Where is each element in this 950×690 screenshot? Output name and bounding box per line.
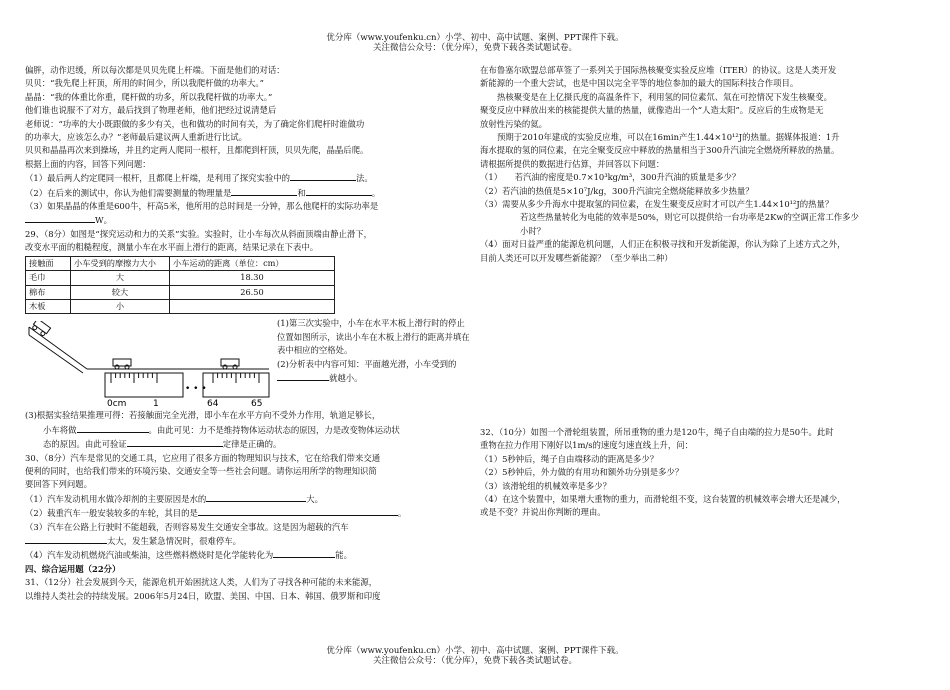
text-line: 他们谁也说服不了对方，最后找到了物理老师，他们把经过说清楚后 [25,105,277,116]
ruler-label-1: 1 [153,399,159,408]
question-32-4: （4）在这个装置中，如果增大重物的重力，而滑轮组不变，这台装置的机械效率会增大还是减少， [480,494,846,505]
ruler-left [105,373,183,397]
ruler-ellipsis: • • • [185,384,207,395]
answer-blank[interactable] [290,171,356,181]
question-29-1: (1)第三次实验中，小车在水平木板上滑行时的停止位置如图所示，读出小车在木板上滑行的距离并填在表中相应的空格处。 [277,318,470,356]
text-line: 在布鲁塞尔欧盟总部草签了一系列关于国际热核聚变实验反应堆（ITER）的协议。这是人类开发 [480,65,837,75]
table-cell: 较大 [71,285,170,299]
question-31-4-cont: 目前人类还可以开发哪些新能源？（至少举出二种） [480,252,673,263]
text-line: 请根据所提供的数据进行估算，并回答以下问题： [480,158,665,169]
text-line: 贝贝：“我先爬上杆顶，所用的时间少，所以我爬杆做的功率大。” [25,78,264,89]
answer-blank[interactable] [231,186,297,196]
text-line: 预期于2010年建成的实验反应堆，可以在16min产生1.44×10¹²J的热量。据媒体报道：1升 [497,132,840,143]
answer-blank[interactable] [127,437,223,447]
text-line: 偏胖，动作迟缓，所以每次都是贝贝先爬上杆端。下面是他们的对话： [25,65,285,75]
experiment-figure-block [25,317,470,409]
figure-questions [277,317,472,385]
question-31-3: （3）需要从多少升海水中提取氢的同位素，在发生聚变反应时才可以产生1.44×10¹²J的热量？ [480,199,834,210]
cart-icon [113,359,131,369]
header-line-2: 关注微信公众号：（优分库），免费下载各类试题试卷。 [372,43,577,53]
incline-ruler-figure [25,321,273,407]
question-32-2: （2）5秒钟后，外力做的有用功和额外功分别是多少？ [480,467,684,478]
table-cell: 棉布 [26,285,71,299]
question-29-title: 29、（8分）如图是“探究运动和力的关系”实验。实验时，让小车每次从斜面顶端由静止滑下， [25,228,372,239]
page-footer [0,646,950,666]
text-line: 根据上面的内容，回答下列问题： [25,158,151,169]
question-31-3-cont: 小时？ [520,225,546,236]
results-table [25,256,335,315]
question-30-title: 30、（8分）汽车是常见的交通工具，它应用了很多方面的物理知识与技术，它在给我们带来交通 [25,452,381,463]
text-line: 重物在拉力作用下刚好以1m/s的速度匀速直线上升，问： [480,440,694,451]
question-30-4: （4）汽车发动机燃烧汽油或柴油，这些燃料燃烧时是化学能转化为 能。 [25,550,352,561]
question-30-1: （1）汽车发动机用水做冷却剂的主要原因是水的 大。 [25,493,323,504]
answer-blank[interactable] [25,213,95,223]
text-line: 的功率大，应该怎么办？”老师最后建议两人重新进行比试。 [25,132,248,143]
text-line: 新能源的一个重大尝试，也是中国以完全平等的地位参加的最大的国际科技合作项目。 [480,78,799,89]
table-cell: 毛巾 [26,271,71,285]
question-28-3-cont: W。 [25,213,470,227]
table-header-row [26,256,335,270]
question-29-2: (2)分析表中内容可知：平面越光滑，小车受到的就越小。 [277,358,457,383]
ruler-label-0: 0cm [107,399,127,408]
text-line: 以维持人类社会的持续发展。2006年5月24日，欧盟、美国、中国、日本、韩国、俄罗斯和印度 [25,590,381,601]
page-header [0,33,950,53]
question-30-2: （2）载重汽车一般安装较多的车轮，其目的是 。 [25,508,407,519]
right-column-lower [480,426,930,520]
question-32-3: （3）该滑轮组的机械效率是多少？ [480,480,611,491]
text-line: 海水提取的氢的同位素，在完全聚变反应中释放的热量相当于300升汽油完全燃烧所释放的热量。 [480,145,840,156]
question-31-1: （1） 若汽油的密度是0.7×10³kg/m³，300升汽油的质量是多少？ [480,172,741,183]
footer-line-1: 优分库（www.youfenku.cn）小学、初中、高中试题、案例、PPT课件下载。 [326,646,624,656]
table-cell: 大 [71,271,170,285]
table-header: 小车运动的距离（单位：cm） [170,256,335,270]
question-29-3-cont: 态的原因。由此可验证 定律是正确的。 [43,439,282,450]
cart-icon [221,359,239,369]
answer-blank[interactable] [198,506,398,516]
question-32-1: （1）5秒钟后，绳子自由端移动的距离是多少？ [480,453,659,464]
cart-on-incline-icon [31,321,50,337]
question-32-title: 32、（10分）如图一个滑轮组装置，所吊重物的重力是120牛，绳子自由端的拉力是50牛。此时 [480,427,834,437]
answer-blank[interactable] [77,423,149,433]
table-row [26,271,335,285]
table-row [26,299,335,313]
answer-blank[interactable] [206,492,306,502]
answer-blank[interactable] [277,371,329,381]
question-30-3-cont: 太大，发生紧急情况时，很难停车。 [25,534,470,548]
text-line: 放射性污染的氦。 [480,118,547,129]
table-cell: 18.30 [170,271,335,285]
right-column [480,64,930,265]
footer-line-2: 关注微信公众号：（优分库），免费下载各类试题试卷。 [372,656,577,666]
question-31-3-cont: 若这些热量转化为电能的效率是50%，则它可以提供给一台功率是2Kw的空调正常工作多少 [520,212,859,223]
table-header: 小车受到的摩擦力大小 [71,256,170,270]
text-line: 热核聚变是在上亿摄氏度的高温条件下，利用氢的同位素氘、氚在可控情况下发生核聚变。 [497,91,832,102]
text-line: 聚变反应中释放出来的核能提供大量的热量，就像造出一个“人造太阳”。反应后的生成物是无 [480,105,824,116]
table-cell-empty[interactable] [170,299,335,313]
header-line-1: 优分库（www.youfenku.cn）小学、初中、高中试题、案例、PPT课件下载。 [326,33,624,43]
ruler-label-64: 64 [207,399,219,408]
text-line: 改变水平面的粗糙程度，测量小车在水平面上滑行的距离，结果记录在下表中。 [25,242,319,253]
table-header: 接触面 [26,256,71,270]
question-32-4-cont: 或是不变？并说出你判断的理由。 [480,507,606,518]
table-cell: 26.50 [170,285,335,299]
question-31-2: （2）若汽油的热值是5×10⁷J/kg，300升汽油完全燃烧能释放多少热量？ [480,185,754,196]
ruler-label-65: 65 [251,399,263,408]
question-28-1: （1）最后两人约定爬同一根杆，且都爬上杆端，是利用了探究实验中的 法。 [25,173,373,184]
question-31-4: （4）面对日益严重的能源危机问题，人们正在积极寻找和开发新能源，你认为除了上述方式之外， [480,239,846,250]
incline-surface [29,327,87,369]
text-line: 晶晶：“我的体重比你重，爬杆做的功多，所以我爬杆做的功率大。” [25,91,273,102]
question-28-3: （3）如果晶晶的体重是600牛，杆高5米，他所用的总时间是一分钟，那么他爬杆的实际功率是 [25,201,379,212]
question-30-3: （3）汽车在公路上行驶时不能超载，否则容易发生交通安全事故。这是因为超载的汽车 [25,521,349,532]
answer-blank[interactable] [25,534,107,544]
table-row [26,285,335,299]
section-heading: 四、综合运用题（22分） [25,563,121,574]
question-31-title: 31、（12分）社会发展到今天，能源危机开始困扰这人类，人们为了寻找各种可能的未来能源， [25,577,378,588]
text-line: 贝贝和晶晶再次来到操场，并且约定两人爬同一根杆，且都爬到杆顶，贝贝先爬，晶晶后爬。 [25,145,369,156]
text-line: 要回答下列问题。 [25,479,92,490]
left-column [25,64,470,603]
answer-blank[interactable] [306,186,372,196]
table-cell: 木板 [26,299,71,313]
text-line: 便利的同时，也给我们带来的环境污染、交通安全等一些社会问题。请你运用所学的物理知识简 [25,465,377,476]
question-28-2: （2）在后来的测试中，你认为他们需要测量的物理量是 和 。 [25,187,381,198]
answer-blank[interactable] [273,548,335,558]
text-line: 老师说：“功率的大小既跟做的多少有关，也和做功的时间有关，为了确定你们爬杆时谁做功 [25,118,365,129]
question-29-3-cont: 小车将做 。由此可见：力不是维持物体运动状态的原因，力是改变物体运动状 [43,424,400,435]
table-cell: 小 [71,299,170,313]
question-29-3: (3)根据实验结果推理可得：若接触面完全光滑，即小车在水平方向不受外力作用，轨道足够长， [25,410,381,421]
